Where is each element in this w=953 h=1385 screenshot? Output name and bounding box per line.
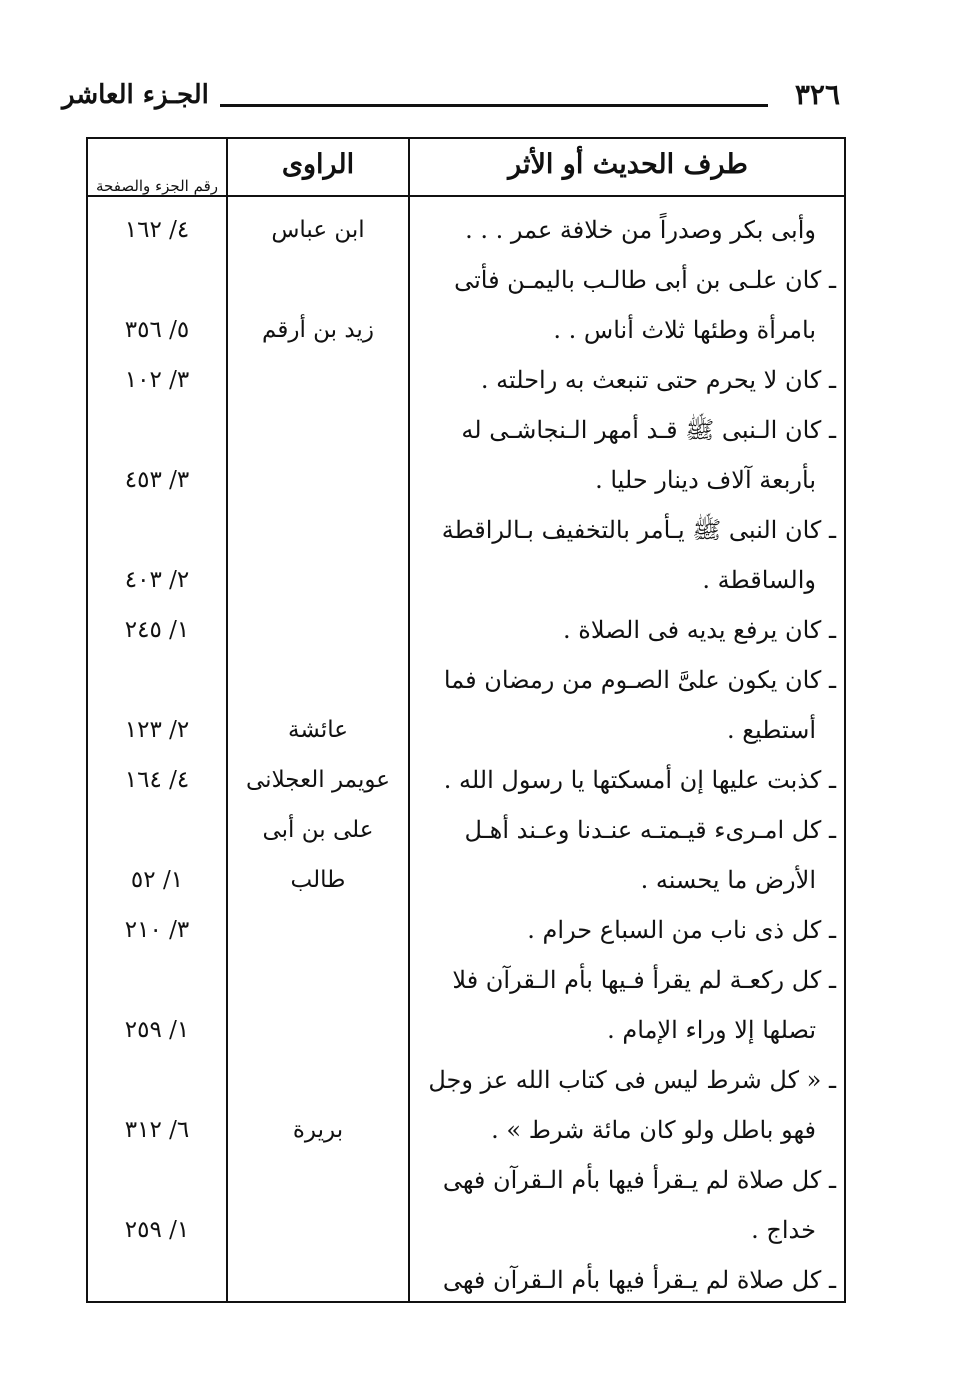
volume-page-ref: ٥/ ٣٥٦: [124, 317, 190, 343]
narrator-name: طالب: [290, 867, 346, 893]
hadith-line: ـ كل امـرىء قيـمتـه عنـدنا وعـند أهـل: [464, 816, 836, 844]
hadith-index-table: [86, 137, 846, 1303]
hadith-line: ـ كان لا يحرم حتى تنبعث به راحلته .: [480, 366, 836, 394]
volume-page-ref: ٣/ ١٠٢: [124, 367, 190, 393]
hadith-line: والساقطة .: [702, 566, 816, 594]
narrator-name: ابن عباس: [271, 217, 365, 243]
volume-page-ref: ٢/ ٤٠٣: [124, 567, 190, 593]
hadith-line: بامرأة وطئها ثلاث أناس . .: [553, 316, 816, 344]
narrator-name: بريرة: [292, 1117, 344, 1143]
volume-page-ref: ٤/ ١٦٢: [124, 217, 190, 243]
volume-page-ref: ٣/ ٤٥٣: [124, 467, 190, 493]
hadith-line: ـ كل ركعـة لم يقرأ فـيها بأم الـقرآن فلا: [452, 966, 836, 994]
hadith-line: خداج .: [751, 1216, 816, 1244]
volume-page-ref: ٢/ ١٢٣: [124, 717, 190, 743]
hadith-line: ـ كان النبى ﷺ يـأمر بالتخفيف بـالراقطة: [441, 516, 836, 544]
hadith-line: ـ « كل شرط ليس فى كتاب الله عز وجل: [428, 1066, 836, 1094]
narrator-name: على بن أبى: [262, 817, 374, 843]
hadith-line: أستطيع .: [727, 716, 816, 744]
narrator-name: عويمر العجلانى: [246, 767, 390, 793]
hadith-line: فهو باطل ولو كان مائة شرط » .: [491, 1116, 816, 1144]
volume-page-ref: ٣/ ٢١٠: [124, 917, 190, 943]
column-header-reference: رقم الجزء والصفحة: [96, 177, 218, 195]
hadith-line: بأربعة آلاف دينار حليا .: [595, 466, 816, 494]
hadith-line: ـ كل صلاة لم يـقرأ فيها بأم الـقرآن فهى: [442, 1266, 836, 1294]
volume-page-ref: ٤/ ١٦٤: [124, 767, 190, 793]
hadith-line: ـ كذبت عليها إن أمسكتها يا رسول الله .: [443, 766, 836, 794]
hadith-line: الأرض ما يحسنه .: [640, 866, 816, 894]
volume-page-ref: ١/ ٢٤٥: [124, 617, 190, 643]
hadith-line: ـ كان يكون علىَّ الصـوم من رمضان فما: [443, 666, 836, 694]
volume-page-ref: ١/ ٢٥٩: [124, 1017, 190, 1043]
part-title: الجـزء العاشر: [62, 80, 209, 110]
header-rule: [220, 104, 768, 107]
volume-page-ref: ١/ ٢٥٩: [124, 1217, 190, 1243]
volume-page-ref: ١/ ٥٢: [130, 867, 184, 893]
hadith-line: ـ كل صلاة لم يـقرأ فيها بأم الـقرآن فهى: [442, 1166, 836, 1194]
hadith-line: تصلها إلا وراء الإمام .: [607, 1016, 816, 1044]
volume-page-ref: ٦/ ٣١٢: [124, 1117, 190, 1143]
narrator-name: عائشة: [288, 717, 348, 743]
narrator-name: زيد بن أرقم: [262, 317, 374, 343]
page-number: ٣٢٦: [794, 78, 840, 111]
hadith-line: ـ كان الـنبى ﷺ قـد أمهر الـنجاشـى له: [461, 416, 836, 444]
hadith-line: ـ كل ذى ناب من السباع حرام .: [527, 916, 836, 944]
hadith-line: وأبى بكر وصدراً من خلافة عمر . . .: [465, 216, 816, 244]
hadith-line: ـ كان علـى بن أبى طالـب باليمـن فأتى: [454, 266, 836, 294]
column-header-narrator: الراوى: [281, 149, 355, 180]
running-header: [60, 76, 840, 126]
hadith-line: ـ كان يرفع يديه فى الصلاة .: [563, 616, 836, 644]
column-header-hadith: طرف الحديث أو الأثر: [508, 149, 748, 180]
